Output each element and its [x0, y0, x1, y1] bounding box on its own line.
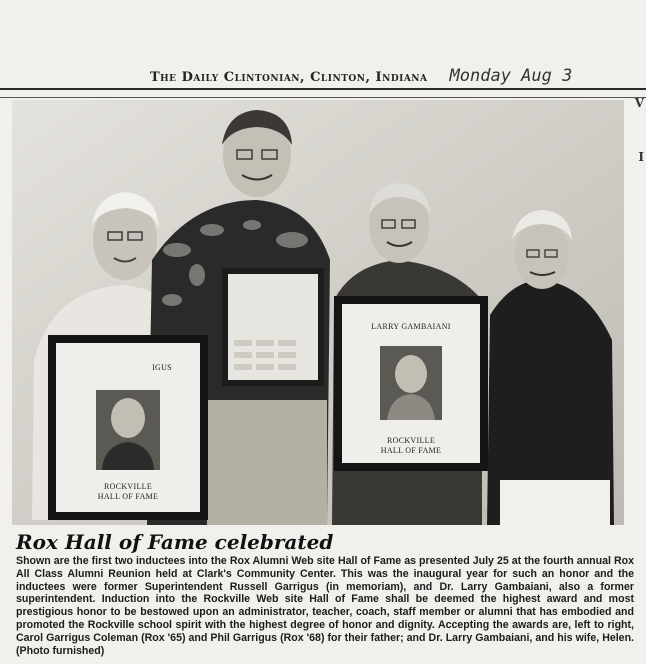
plaque	[222, 268, 324, 386]
left-frame-title-line1: ROCKVILLE	[103, 482, 153, 491]
right-frame-name: LARRY GAMBAIANI	[371, 322, 451, 331]
edge-mark-mid: I	[638, 150, 644, 164]
group-photo	[12, 100, 624, 525]
newspaper-name: The Daily Clintonian, Clinton, Indiana	[150, 70, 428, 85]
edge-mark-top: V	[634, 96, 644, 110]
right-frame-title-line1: ROCKVILLE	[386, 436, 436, 445]
photo-illustration	[12, 100, 624, 525]
left-frame-top-text: IGUS	[152, 363, 172, 372]
masthead-rule-thin	[0, 97, 646, 98]
masthead-rule	[0, 88, 646, 90]
headline: Rox Hall of Fame celebrated	[16, 530, 334, 554]
left-frame-title-line2: HALL OF FAME	[97, 492, 159, 501]
right-frame-title-line2: HALL OF FAME	[380, 446, 442, 455]
handwritten-date: Monday Aug 3	[449, 66, 573, 86]
masthead	[150, 66, 630, 90]
photo-caption: Shown are the first two inductees into the Rox Alumni Web site Hall of Fame as presented July 25 at the fourth annual Rox All Class Alumni Reunion held at Clark's Community Center. This was the inaugural year for such an honor and the inductees were former Superintendent Russell Garrigus (in memoriam), and Dr. Larry Gambaiani, also a former superintendent. Induction into the Rockville Web site Hall of Fame shall be deemed the highest award and most prestigious honor to be bestowed upon an administrator, teacher, coach, staff member or alumni that has embodied and promoted the Rockville school spirit with the highest degree of honor and dignity. Accepting the awards are, left to right, Carol Garrigus Coleman (Rox '65) and Phil Garrigus (Rox '68) for their father; and Dr. Larry Gambaiani, and his wife, Helen. (Photo furnished)	[16, 555, 634, 657]
